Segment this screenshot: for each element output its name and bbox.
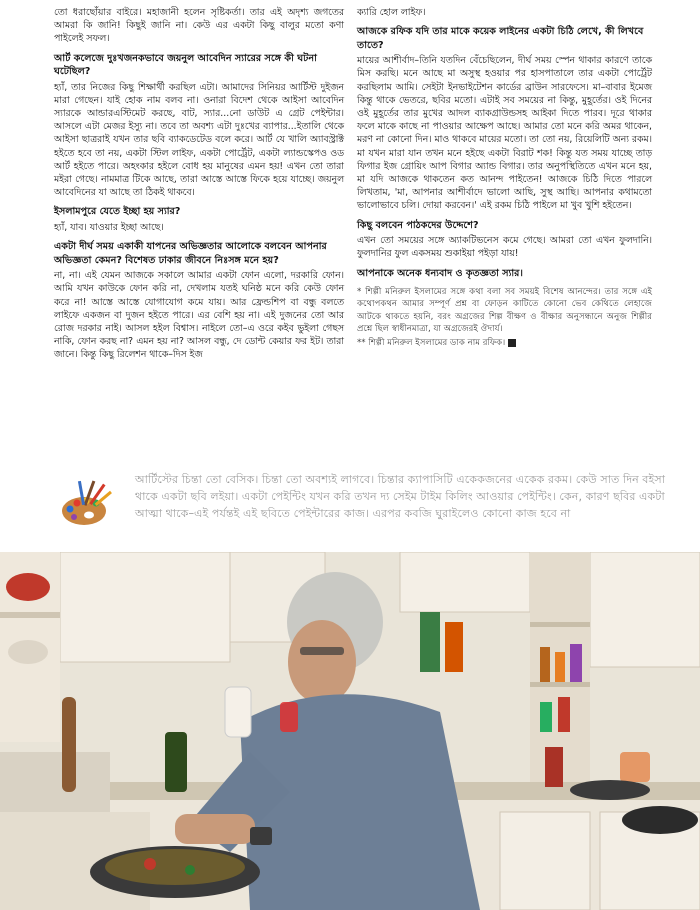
pull-quote-text: আর্টিস্টের চিন্তা তো বেসিক। চিন্তা তো অবশ্যই লাগবে। চিন্তার ক্যাপাসিটি একেকজনের একেক রকম। কেউ সাত দিন বইসা থাকে একটা ছবি লইয়া। একটা পেইন্টিং যখন করি তখন দ্য সেইম টাইম কিলিং আওয়ার পেইন্টিং। কেন, কারণ ছবির একটা আত্মা থাকে–এই পর্যন্তই এই ছবিতে পেইন্টারের কাজ। এরপর কবজি ঘুরাইলেও কোনো কাজ হবে না — [135, 473, 665, 520]
question-letter-to-mother: আজকে রফিক যদি তার মাকে কয়েক লাইনের একটা চিঠি লেখে, কী লিখবে তাতে? — [357, 26, 644, 51]
answer-loneliness: না, না। এই যেমন আজকে সকালে আমার একটা ফোন এলো, দরকারি ফোন। আমি যখন কাউকে ফোন করি না, দেখলাম যতই ঘনিষ্ঠ মনে করি কেউ ফোন করে না! আস্তে আস্তে যোগাযোগ কমে যায়। আর ফ্রেন্ডশিপ বা বন্ধু বলতে লাইফে একজন বা দুজন হইতে পারে। এর বেশি হয় না। এই দুজনের তো আর রোজ দরকার নাই। আসল হইল বিশ্বাস। নাইলে তো–এ ওরে কইব ভুইলা গেছস নাকি, ফোন করছ না? এমন হয় না? আসল বন্ধু, দে ডোন্ট কেয়ার ফর ইট। তারা জানে। কিন্তু কিছু রিলেশন থাকে–দিস ইজ — [54, 270, 344, 361]
palette-brushes-icon — [58, 478, 116, 528]
continued-paragraph: ক্যারি হোল লাইফ। — [357, 7, 426, 18]
left-column — [54, 6, 344, 367]
answer-art-college: হ্যাঁ, তার নিজের কিছু শিক্ষার্থী করছিল এটা। আমাদের সিনিয়র আর্টিস্ট দুইজন মারা গেছেন। যাই হোক নাম বলব না। ওনারা বিদেশ থেকে আইসা আবেদিন স্যারকে আন্ডারএস্টিমেট করছে, বাট, স্যার...নো ডাউট এ গ্রেট পেইন্টার। আসলে এটা মেজর ইস্যু না। তবে তা অবশ্য এটা দুঃখের ব্যাপার...ইতালি থেকে আইসা ছাত্ররাই যখন তার ছবি ব্যাকডেটেড বলে করে। আর্ট যে খালি অ্যাবস্ট্রাক্ট হইতে হবে তা নয়, একটা স্টিল লাইফ, একটা পোর্ট্রেট, একটা ল্যান্ডস্কেপও ওড আর্ট হইতে পারে। অহংকার হইলে বোধ হয় মানুষের এমন হয়! এখন তো তারা মইরা গেছে। নামমাত্র টিকে আছে, তারা আস্তে আস্তে ফিকে হয়ে যাচ্ছে। জয়নুল আবেদিনের যা আছে তা ঠিকই থাকবে। — [54, 81, 344, 199]
question-art-college: আর্ট কলেজে দুঃখজনকভাবে জয়নুল আবেদিন স্যারের সঙ্গে কী ঘটনা ঘটেছিল? — [54, 52, 317, 78]
question-loneliness: একটা দীর্ঘ সময় একাকী যাপনের অভিজ্ঞতার আলোকে বলবেন আপনার অভিজ্ঞতা কেমন? বিশেষত ঢাকার জীবনে নিঃসঙ্গ মনে হয়? — [54, 241, 327, 266]
answer-islampur: হ্যাঁ, যাব। যাওয়ার ইচ্ছা আছে। — [54, 221, 164, 233]
intro-paragraph: তো ধরাছোঁয়ার বাইরে। মহাজানী হলেন সৃষ্টিকর্তা। তার এই অদৃশ্য জগতের আমরা কি জানি! কিছুই জানি না। কেউ এর একটা কিছু বালুর মতো কণা পাইলেই সফল। — [54, 7, 344, 45]
answer-letter-to-mother: মায়ের আশীর্বাদ–তিনি যতদিন বেঁচেছিলেন, দীর্ঘ সময় স্পেন থাকার কারণে তাকে মিস করছি। মনে আছে মা অসুস্থ হওয়ার পর হাসপাতালে তার একটা পোর্ট্রেট করছিলাম আমি। সেইটা ইনভাইটেশন কার্ডের ব্রাউন সারফেসে। মা–বাবার ইমেজ কিন্তু থাকে ভেতরে, ছবির মতো। এটাই সব সময়ের না কিন্তু, মুহূর্তের। ওই দিনের ওই মুহূর্তের তার মুখের আদল ব্যাকগ্রাউন্ডসহ আইকা দিতে পারব। দূরে থাকার ফলে মাকে কাছে না পাওয়ার আক্ষেপ আছে। আমার তো মনে করি অমর থাকেন, মরণ না কোনো দিন। মাও থাকবে মায়ের মতো। তা তো নয়, রিয়েলিটি অন্য রকম। মা যখন মারা যান তখন মনে হইছে একটা বিরাট শক! কিন্তু যত সময় যাচ্ছে তাড় ফিগার ইজ গ্রোয়িং আপ বিগার অ্যান্ড বিগার। তার অনুপস্থিতিতে এখন মনে হয়, মা যদি আজকে থাকতেন কত আনন্দ পাইতেন! আজকে চিঠি দিতে পারলে লিখতাম, 'মা, আপনার আশীর্বাদে ভালো আছি, সুস্থ আছি। আপনার কথামতো ভালোভাবে চলি। দোয়া করবেন।' এই রকম চিঠি পাইলে মা খুব খুশি হইতেন। — [357, 55, 652, 212]
question-readers: কিছু বলবেন পাঠকদের উদ্দেশে? — [357, 219, 479, 231]
closing-thanks: আপনাকে অনেক ধন্যবাদ ও কৃতজ্ঞতা স্যার। — [357, 267, 523, 279]
footnote-1: * শিল্পী মনিরুল ইসলামের সঙ্গে কথা বলা সব সময়ই বিশেষ আনন্দের। তার সঙ্গে এই কথোপকথন আমার সম্পূর্ণ প্রশ্ন বা ফোড়ন কাটিতে কোনো ভেব কেথিতে লেহাজে আটকে থাকতে হয়নি, বরং অগ্রজের শিল্প বীক্ষণ ও বীক্ষার অনুসন্ধানে অনুজ শিল্পীর প্রশ্নে ছিল স্বাধীনমাত্রা, যা অগ্রজেরই ঔদার্য। — [357, 287, 652, 334]
footnote-2: ** শিল্পী মনিরুল ইসলামের ডাক নাম রফিক। — [357, 337, 652, 349]
answer-readers: এখন তো সময়ের সঙ্গে অ্যাকটিভনেস কমে গেছে। আমরা তো এখন ফুলদানি। ফুলদানির ফুল একসময় শুকাইয়া পইড়া যায়! — [357, 235, 652, 260]
kitchen-photo — [0, 552, 700, 910]
right-column — [357, 6, 652, 352]
footnotes — [357, 286, 652, 349]
question-islampur: ইসলামপুরে যেতে ইচ্ছা হয় স্যার? — [54, 206, 181, 218]
end-mark-icon — [508, 339, 516, 347]
